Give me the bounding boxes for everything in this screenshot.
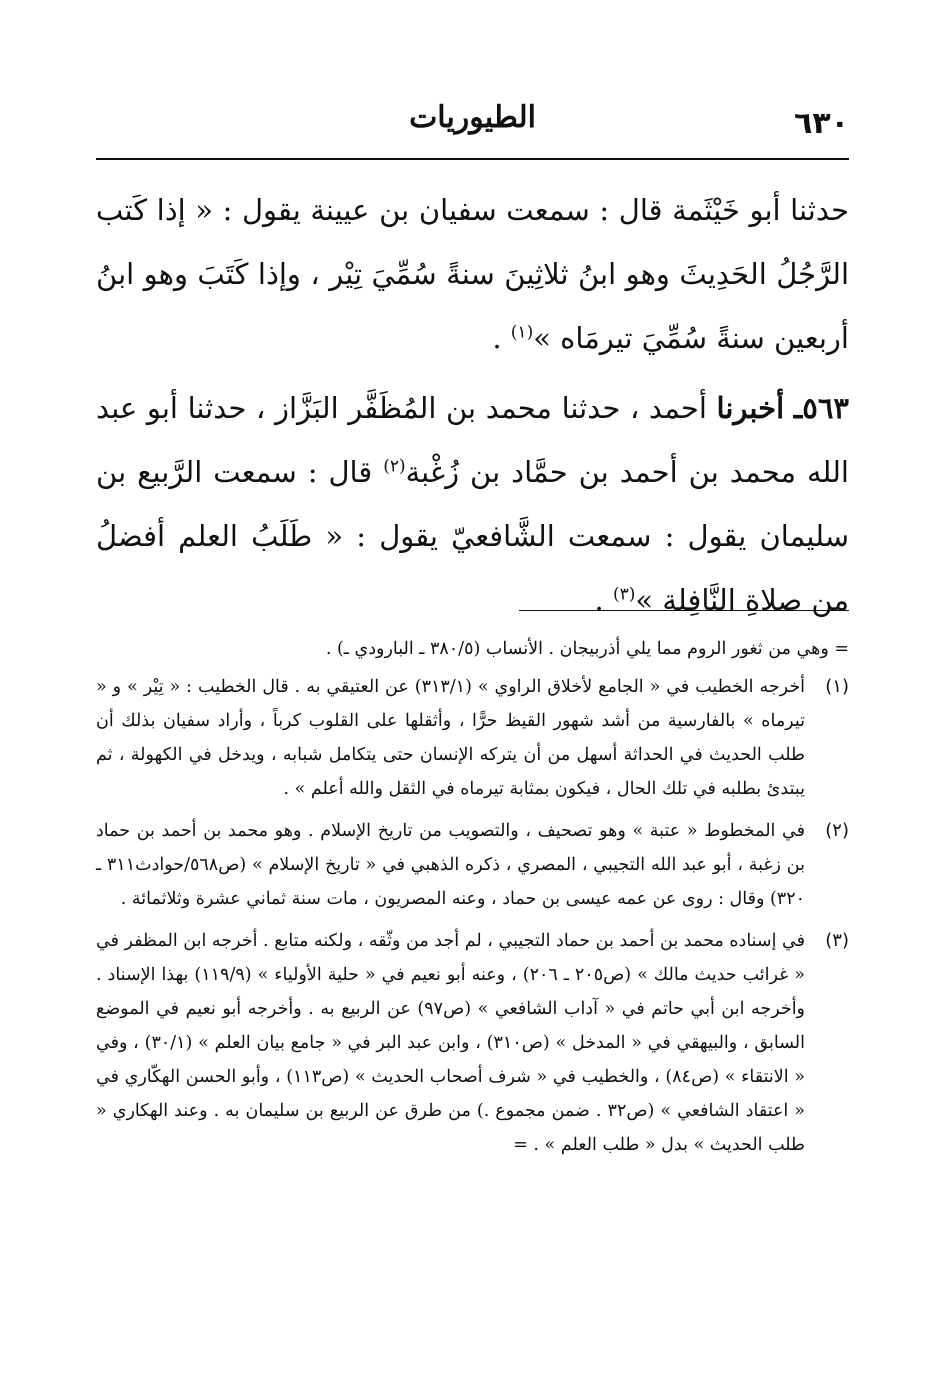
entry-563 <box>96 376 849 632</box>
footnote-3 <box>96 924 849 1162</box>
entry-text-2: قال : سمعت الرَّبيع بن سليمان يقول : سمعت الشَّافعيّ يقول : « طَلَبُ العلم أفضلُ من صلاةِ النَّافِلة » <box>96 455 849 617</box>
main-text <box>96 178 849 638</box>
footnote-1 <box>96 670 849 806</box>
entry-end: . <box>594 583 613 617</box>
header-rule <box>96 158 849 160</box>
entry-number: ٥٦٣ـ <box>793 391 850 425</box>
footnote-text: في المخطوط « عتبة » وهو تصحيف ، والتصويب من تاريخ الإسلام . وهو محمد بن أحمد بن حماد بن زغبة ، أبو عبد الله التجيبي ، المصري ، ذكره الذهبي في « تاريخ الإسلام » (ص٥٦٨/حوادث٣١١ ـ ٣٢٠) وقال : روى عن عمه عيسى بن حماد ، وعنه المصريون ، مات سنة ثماني عشرة وثلاثمائة . <box>96 821 805 909</box>
page-header <box>96 92 849 160</box>
footnote-continuation: = وهي من ثغور الروم مما يلي أذربيجان . الأنساب (٣٨٠/٥ ـ البارودي ـ) . <box>325 639 849 659</box>
paragraph-1-text: حدثنا أبو خَيْثَمة قال : سمعت سفيان بن عيينة يقول : « إذا كَتب الرَّجُلُ الحَدِيثَ وهو ابنُ ثلاثِينَ سنةً سُمِّيَ تِيْر ، وإذا كَتَبَ وهو ابنُ أربعين سنةً سُمِّيَ تيرمَاه » <box>96 193 849 355</box>
footnote-text: أخرجه الخطيب في « الجامع لأخلاق الراوي » (٣١٣/١) عن العتيقي به . قال الخطيب : « تِيْر » و « تيرماه » بالفارسية من أشد شهور القيظ حرًّا ، وأثقلها على القلوب كرباً ، وأراد سفيان بذلك أن طلب الحديث في الحداثة أسهل من أن يتركه الإنسان حتى يتكامل شبابه ، ويدخل في الكهولة ، ثم يبتدئ بطلبه في تلك الحال ، فيكون بمثابة تيرماه في الثقل والله أعلم » . <box>96 677 805 799</box>
paragraph-1 <box>96 178 849 370</box>
paragraph-1-end: . <box>492 321 511 355</box>
footnote-number: (٢) <box>825 820 849 841</box>
footnote-number: (١) <box>825 676 849 697</box>
running-title: الطيوريات <box>409 100 536 135</box>
footnote-2 <box>96 814 849 916</box>
entry-lead-word: أخبرنا <box>716 391 785 425</box>
page-number: ٦٣٠ <box>794 106 849 141</box>
footnotes-separator <box>519 610 849 611</box>
footnote-ref-1: (١) <box>510 322 534 343</box>
footnote-ref-2: (٢) <box>383 456 406 477</box>
footnotes <box>96 632 849 1170</box>
footnote-ref-3: (٣) <box>612 584 636 605</box>
footnote-number: (٣) <box>825 930 849 951</box>
entry-text-1: أحمد ، حدثنا محمد بن المُظَفَّر البَزَّاز ، حدثنا أبو عبد الله محمد بن أحمد بن حمَّاد بن زُغْبة <box>96 391 849 489</box>
footnote-text: في إسناده محمد بن أحمد بن حماد التجيبي ، لم أجد من وثّقه ، ولكنه متابع . أخرجه ابن المظفر في « غرائب حديث مالك » (ص٢٠٥ ـ ٢٠٦) ، وعنه أبو نعيم في « حلية الأولياء » (١١٩/٩) بهذا الإسناد . وأخرجه ابن أبي حاتم في « آداب الشافعي » (ص٩٧) عن الربيع به . وأخرجه أبو نعيم في الموضع السابق ، والبيهقي في « المدخل » (ص٣١٠) ، وابن عبد البر في « جامع بيان العلم » (٣٠/١) ، وفي « الانتقاء » (ص٨٤) ، والخطيب في « شرف أصحاب الحديث » (ص١١٣) ، وأبو الحسن الهكّاري في « اعتقاد الشافعي » (ص٣٢ . ضمن مجموع .) من طرق عن الربيع بن سليمان به . وعند الهكاري « طلب الحديث » بدل « طلب العلم » . = <box>96 931 806 1155</box>
